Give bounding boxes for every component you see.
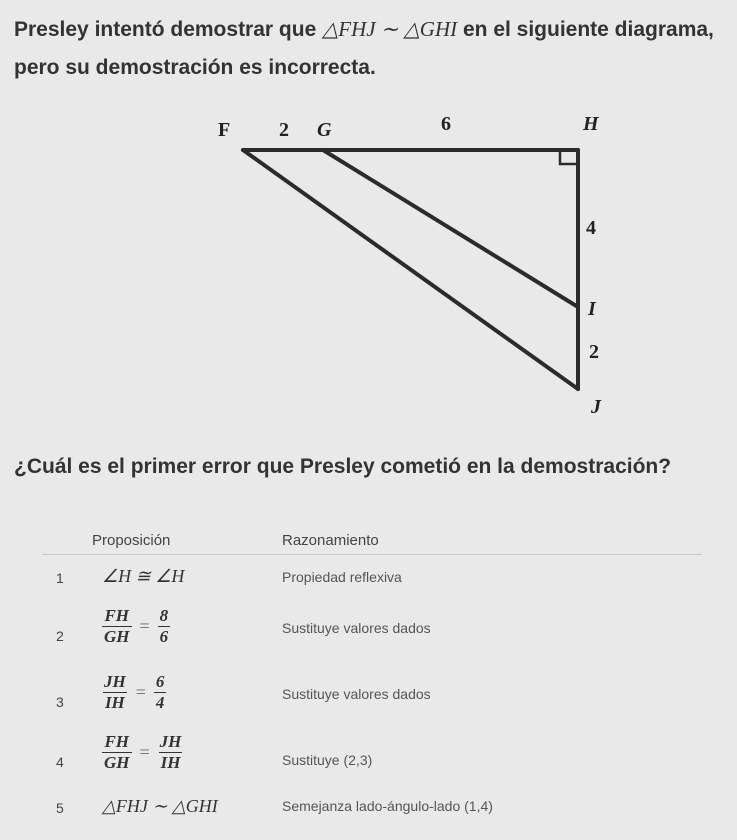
intro-text-2: en el siguiente diagrama, pero su demostración es incorrecta. xyxy=(14,18,714,79)
proof-row-3 xyxy=(32,670,722,720)
similarity-statement: △FHJ ∼ △GHI xyxy=(322,17,458,41)
row-number: 2 xyxy=(56,628,64,644)
row-reason: Propiedad reflexiva xyxy=(282,569,402,585)
row-number: 1 xyxy=(56,570,64,586)
row-reason: Sustituye (2,3) xyxy=(282,752,373,768)
row-statement: △FHJ ∼ △GHI xyxy=(102,796,218,816)
vertex-J-label: J xyxy=(591,396,601,418)
fraction: $\frac{FH}{GH}$ xyxy=(104,732,130,772)
vertex-F-label: F xyxy=(218,119,231,141)
proof-row-4 xyxy=(32,730,722,780)
row-statement: $\frac{FH}{GH}$ = $\frac{JH}{IH}$ xyxy=(104,732,182,772)
reason-column-header: Razonamiento xyxy=(282,532,379,549)
row-number: 3 xyxy=(56,694,64,710)
row-reason: Semejanza lado-ángulo-lado (1,4) xyxy=(282,798,493,814)
length-HI-label: 4 xyxy=(586,217,596,239)
triangle-diagram xyxy=(0,100,737,430)
proof-row-5 xyxy=(32,790,722,840)
row-reason: Sustituye valores dados xyxy=(282,686,431,702)
question-text: ¿Cuál es el primer error que Presley cometió en la demostración? xyxy=(14,455,672,478)
vertex-I-label: I xyxy=(588,298,596,320)
problem-intro xyxy=(14,10,726,87)
intro-text-1: Presley intentó demostrar que xyxy=(14,18,323,41)
length-FG-label: 2 xyxy=(279,119,289,141)
row-number: 5 xyxy=(56,800,64,816)
fraction: $\frac{6}{4}$ xyxy=(155,672,165,712)
statement-column-header: Proposición xyxy=(92,532,171,549)
row-statement: $\frac{FH}{GH}$ = $\frac{8}{6}$ xyxy=(104,606,169,646)
proof-row-2 xyxy=(32,604,722,654)
proof-table xyxy=(32,522,722,832)
vertex-G-label: G xyxy=(317,119,332,141)
fraction: $\frac{8}{6}$ xyxy=(159,606,169,646)
row-number: 4 xyxy=(56,754,64,770)
vertex-H-label: H xyxy=(583,113,599,135)
fraction: $\frac{FH}{GH}$ xyxy=(104,606,130,646)
row-statement: $\frac{JH}{IH}$ = $\frac{6}{4}$ xyxy=(104,672,165,712)
length-IJ-label: 2 xyxy=(589,341,599,363)
fraction: $\frac{JH}{IH}$ xyxy=(159,732,182,772)
header-divider xyxy=(42,554,702,555)
segment-F-J xyxy=(243,150,578,389)
fraction: $\frac{JH}{IH}$ xyxy=(104,672,126,712)
row-reason: Sustituye valores dados xyxy=(282,620,431,636)
row-statement: ∠H ≅ ∠H xyxy=(102,566,185,586)
segment-G-I xyxy=(323,150,578,307)
right-angle-marker xyxy=(560,150,578,164)
length-GH-label: 6 xyxy=(441,113,451,135)
